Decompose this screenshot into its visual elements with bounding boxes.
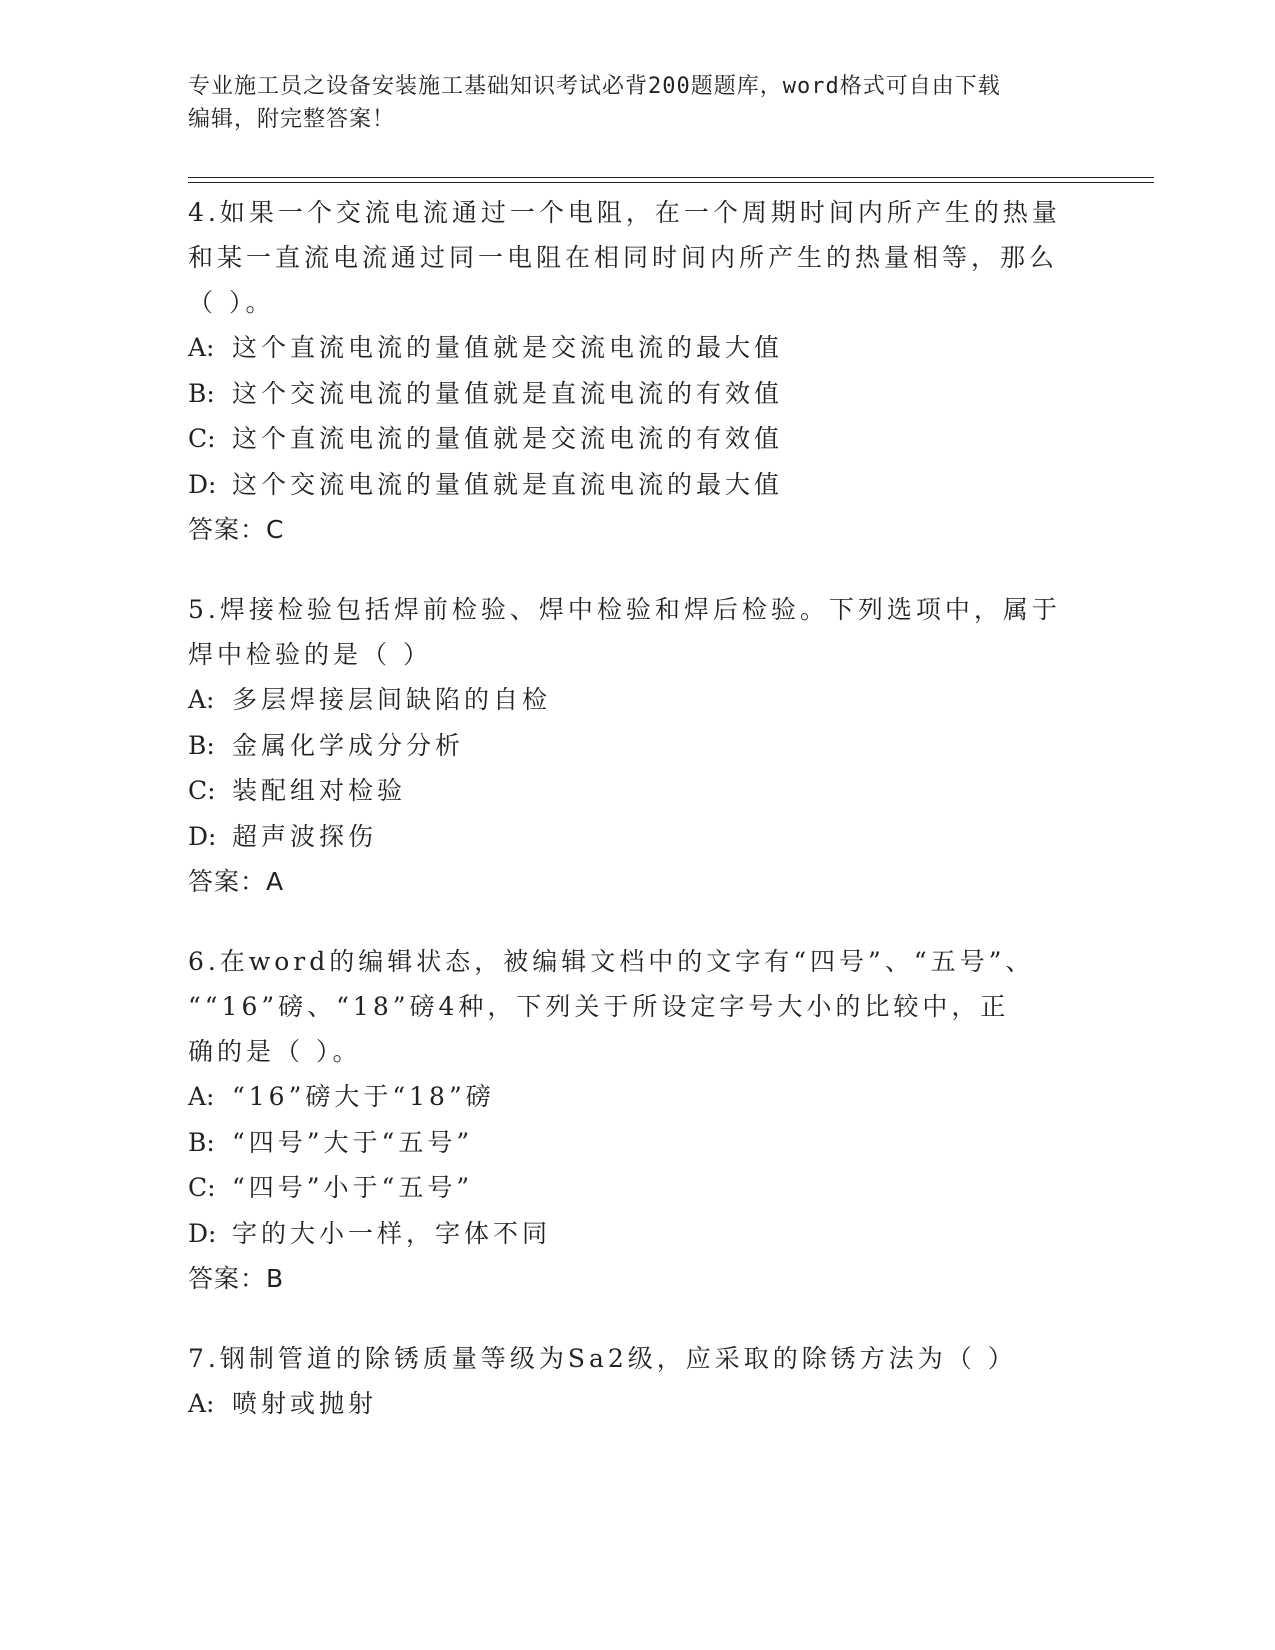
option-a <box>188 1381 1068 1427</box>
option-letter: A: <box>188 685 215 714</box>
document-header <box>188 70 1068 136</box>
option-letter: A: <box>188 1389 215 1418</box>
question-stem-line: ““16”磅、“18”磅4种，下列关于所设定字号大小的比较中，正 <box>188 992 1010 1021</box>
question-5 <box>188 587 1068 905</box>
option-c <box>188 1165 1068 1211</box>
option-letter: A: <box>188 333 215 362</box>
option-text: 超声波探伤 <box>232 821 378 851</box>
option-text: 喷射或抛射 <box>232 1389 378 1418</box>
option-a <box>188 1074 1068 1120</box>
question-6 <box>188 939 1068 1302</box>
option-text: “四号”小于“五号” <box>232 1173 474 1202</box>
option-a <box>188 677 1068 723</box>
option-d <box>188 814 1068 860</box>
answer-line: 答案：B <box>188 1264 285 1293</box>
header-divider-bottom <box>188 182 1154 183</box>
option-text: 多层焊接层间缺陷的自检 <box>232 685 552 714</box>
question-stem-line: 6.在word的编辑状态，被编辑文档中的文字有“四号”、“五号”、 <box>188 947 1035 976</box>
header-line-1: 专业施工员之设备安装施工基础知识考试必背200题题库，word格式可自由下载 <box>188 74 1001 99</box>
option-text: 这个交流电流的量值就是直流电流的有效值 <box>232 378 784 408</box>
option-d <box>188 462 1068 508</box>
option-letter: B: <box>188 730 215 760</box>
option-b <box>188 723 1068 769</box>
question-stem-line: 确的是（ ）。 <box>188 1037 362 1066</box>
option-text: 字的大小一样，字体不同 <box>232 1218 552 1248</box>
option-letter: A: <box>188 1082 215 1111</box>
option-text: “四号”大于“五号” <box>232 1127 474 1157</box>
option-text: 金属化学成分分析 <box>232 730 465 760</box>
option-b <box>188 371 1068 417</box>
header-divider-top <box>188 177 1154 178</box>
option-text: 装配组对检验 <box>232 776 407 805</box>
option-d <box>188 1211 1068 1257</box>
option-letter: D: <box>188 469 217 499</box>
option-text: “16”磅大于“18”磅 <box>232 1082 495 1111</box>
question-stem-line: 5.焊接检验包括焊前检验、焊中检验和焊后检验。下列选项中，属于 <box>188 595 1061 624</box>
option-letter: D: <box>188 1218 217 1248</box>
question-stem-line: 焊中检验的是（ ） <box>188 640 432 669</box>
questions-list <box>188 190 1068 1461</box>
question-7 <box>188 1336 1068 1427</box>
option-c <box>188 768 1068 814</box>
option-text: 这个直流电流的量值就是交流电流的有效值 <box>232 424 784 453</box>
answer-line: 答案：A <box>188 867 285 896</box>
header-line-2: 编辑，附完整答案！ <box>188 107 396 132</box>
option-letter: C: <box>188 776 216 805</box>
question-stem-line: 和某一直流电流通过同一电阻在相同时间内所产生的热量相等，那么 <box>188 243 1059 272</box>
option-text: 这个交流电流的量值就是直流电流的最大值 <box>232 469 784 499</box>
option-letter: B: <box>188 1127 215 1157</box>
option-letter: D: <box>188 821 217 851</box>
question-stem-line: 4.如果一个交流电流通过一个电阻，在一个周期时间内所产生的热量 <box>188 198 1061 227</box>
option-b <box>188 1120 1068 1166</box>
option-letter: C: <box>188 424 216 453</box>
option-a <box>188 325 1068 371</box>
answer-line: 答案：C <box>188 515 285 544</box>
question-4 <box>188 190 1068 553</box>
question-stem-line: 7.钢制管道的除锈质量等级为Sa2级，应采取的除锈方法为（ ） <box>188 1344 1017 1373</box>
option-letter: C: <box>188 1173 216 1202</box>
question-stem-line: （ ）。 <box>188 288 275 317</box>
option-c <box>188 416 1068 462</box>
option-letter: B: <box>188 378 215 408</box>
option-text: 这个直流电流的量值就是交流电流的最大值 <box>232 333 784 362</box>
